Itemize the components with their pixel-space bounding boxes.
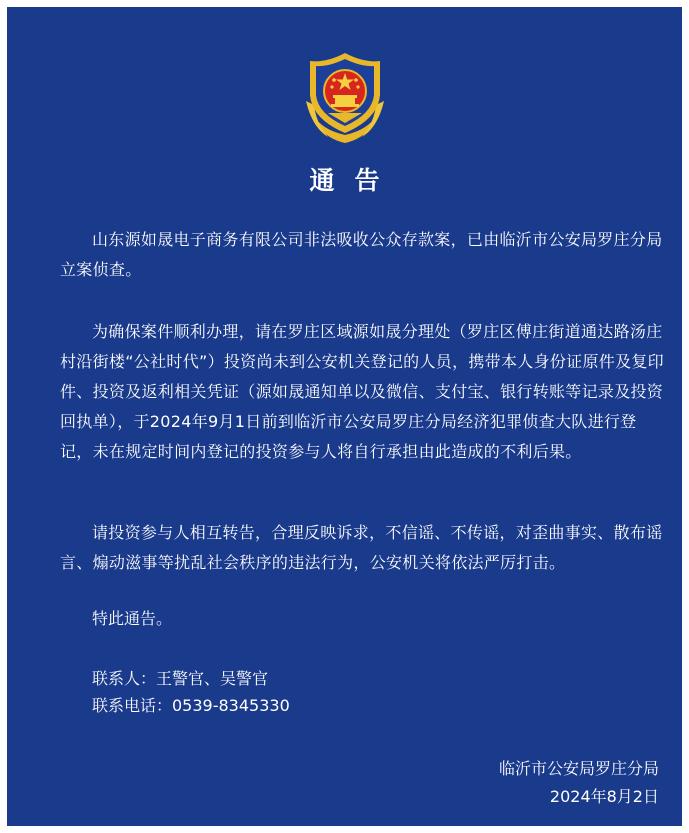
contact-phone: 联系电话：0539-8345330 [92, 696, 290, 715]
notice-paragraph-3: 请投资参与人相互转告，合理反映诉求，不信谣、不传谣，对歪曲事实、散布谣言、煽动滋事等扰乱社会秩序的违法行为，公安机关将依法严厉打击。 [60, 523, 663, 572]
notice-closing: 特此通告。 [92, 609, 173, 628]
notice-title: 通告 [309, 166, 400, 195]
issue-date: 2024年8月2日 [549, 787, 659, 806]
police-badge-icon [298, 49, 392, 147]
notice-paragraph-2: 为确保案件顺利办理，请在罗庄区域源如晟分理处（罗庄区傅庄街道通达路汤庄村沿街楼“公社时代”）投资尚未到公安机关登记的人员，携带本人身份证原件及复印件、投资及返利相关凭证（源如晟通知单以及微信、支付宝、银行转账等记录及投资回执单），于2024年9月1日前到临沂市公安局罗庄分局经济犯罪侦查大队进行登记，未在规定时间内登记的投资参与人将自行承担由此造成的不利后果。 [60, 322, 664, 461]
notice-panel [7, 7, 682, 826]
notice-paragraph-1: 山东源如晟电子商务有限公司非法吸收公众存款案，已由临沂市公安局罗庄分局立案侦查。 [60, 230, 663, 279]
issuer-name: 临沂市公安局罗庄分局 [498, 759, 659, 778]
contact-people: 联系人：王警官、吴警官 [92, 669, 269, 688]
